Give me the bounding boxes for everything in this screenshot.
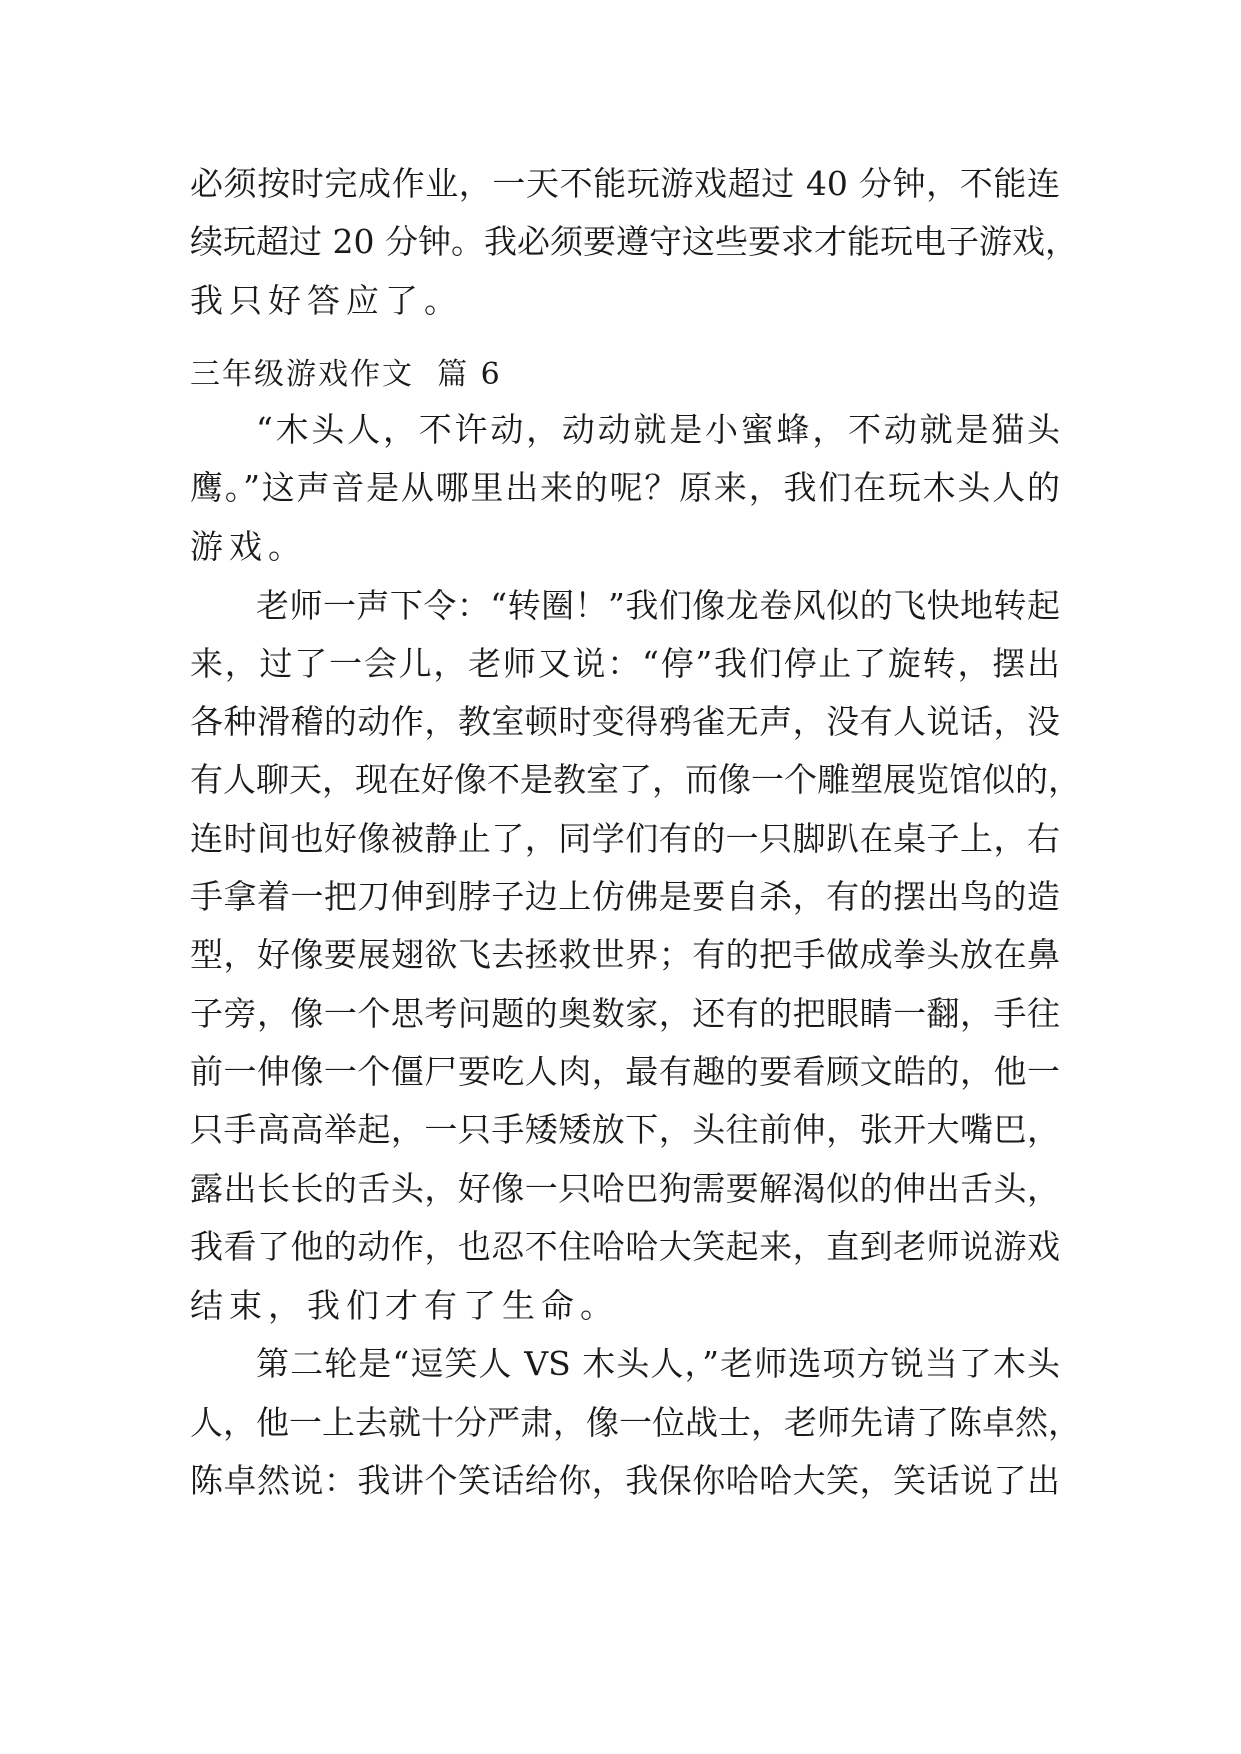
paragraph-line: 只手高高举起，一只手矮矮放下，头往前伸，张开大嘴巴， [190,1110,1060,1149]
paragraph-line: 老师一声下令：“转圈！”我们像龙卷风似的飞快地转起 [256,586,1060,625]
paragraph-line: 连时间也好像被静止了，同学们有的一只脚趴在桌子上，右 [190,819,1060,858]
paragraph-line: 续玩超过 20 分钟。我必须要遵守这些要求才能玩电子游戏， [190,222,1078,261]
paragraph-line: 鹰。”这声音是从哪里出来的呢？原来，我们在玩木头人的 [190,468,1060,507]
paragraph-line: 子旁，像一个思考问题的奥数家，还有的把眼睛一翻，手往 [190,994,1060,1033]
paragraph-line: 各种滑稽的动作，教室顿时变得鸦雀无声，没有人说话，没 [190,702,1060,741]
paragraph-line: “木头人，不许动，动动就是小蜜蜂，不动就是猫头 [256,410,1060,449]
paragraph-line: 结束，我们才有了生命。 [190,1286,619,1325]
section-heading: 三年级游戏作文 篇 6 [190,357,502,392]
paragraph-line: 前一伸像一个僵尸要吃人肉，最有趣的要看顾文皓的，他一 [190,1052,1060,1091]
paragraph-line: 来，过了一会儿，老师又说：“停”我们停止了旋转，摆出 [190,644,1060,683]
paragraph-line: 手拿着一把刀伸到脖子边上仿佛是要自杀，有的摆出鸟的造 [190,877,1060,916]
paragraph-line: 有人聊天，现在好像不是教室了，而像一个雕塑展览馆似的， [190,760,1081,799]
paragraph-line: 陈卓然说：我讲个笑话给你，我保你哈哈大笑，笑话说了出 [190,1461,1060,1500]
paragraph-line: 型，好像要展翅欲飞去拯救世界；有的把手做成拳头放在鼻 [190,935,1060,974]
paragraph-line: 必须按时完成作业，一天不能玩游戏超过 40 分钟，不能连 [190,164,1060,203]
paragraph-line: 露出长长的舌头，好像一只哈巴狗需要解渴似的伸出舌头， [190,1169,1060,1208]
paragraph-line: 人，他一上去就十分严肃，像一位战士，老师先请了陈卓然， [190,1403,1081,1442]
paragraph-line: 我只好答应了。 [190,281,463,320]
paragraph-line: 第二轮是“逗笑人 VS 木头人，”老师选项方锐当了木头 [256,1344,1060,1383]
paragraph-line: 游戏。 [190,527,307,566]
paragraph-line: 我看了他的动作，也忍不住哈哈大笑起来，直到老师说游戏 [190,1227,1060,1266]
